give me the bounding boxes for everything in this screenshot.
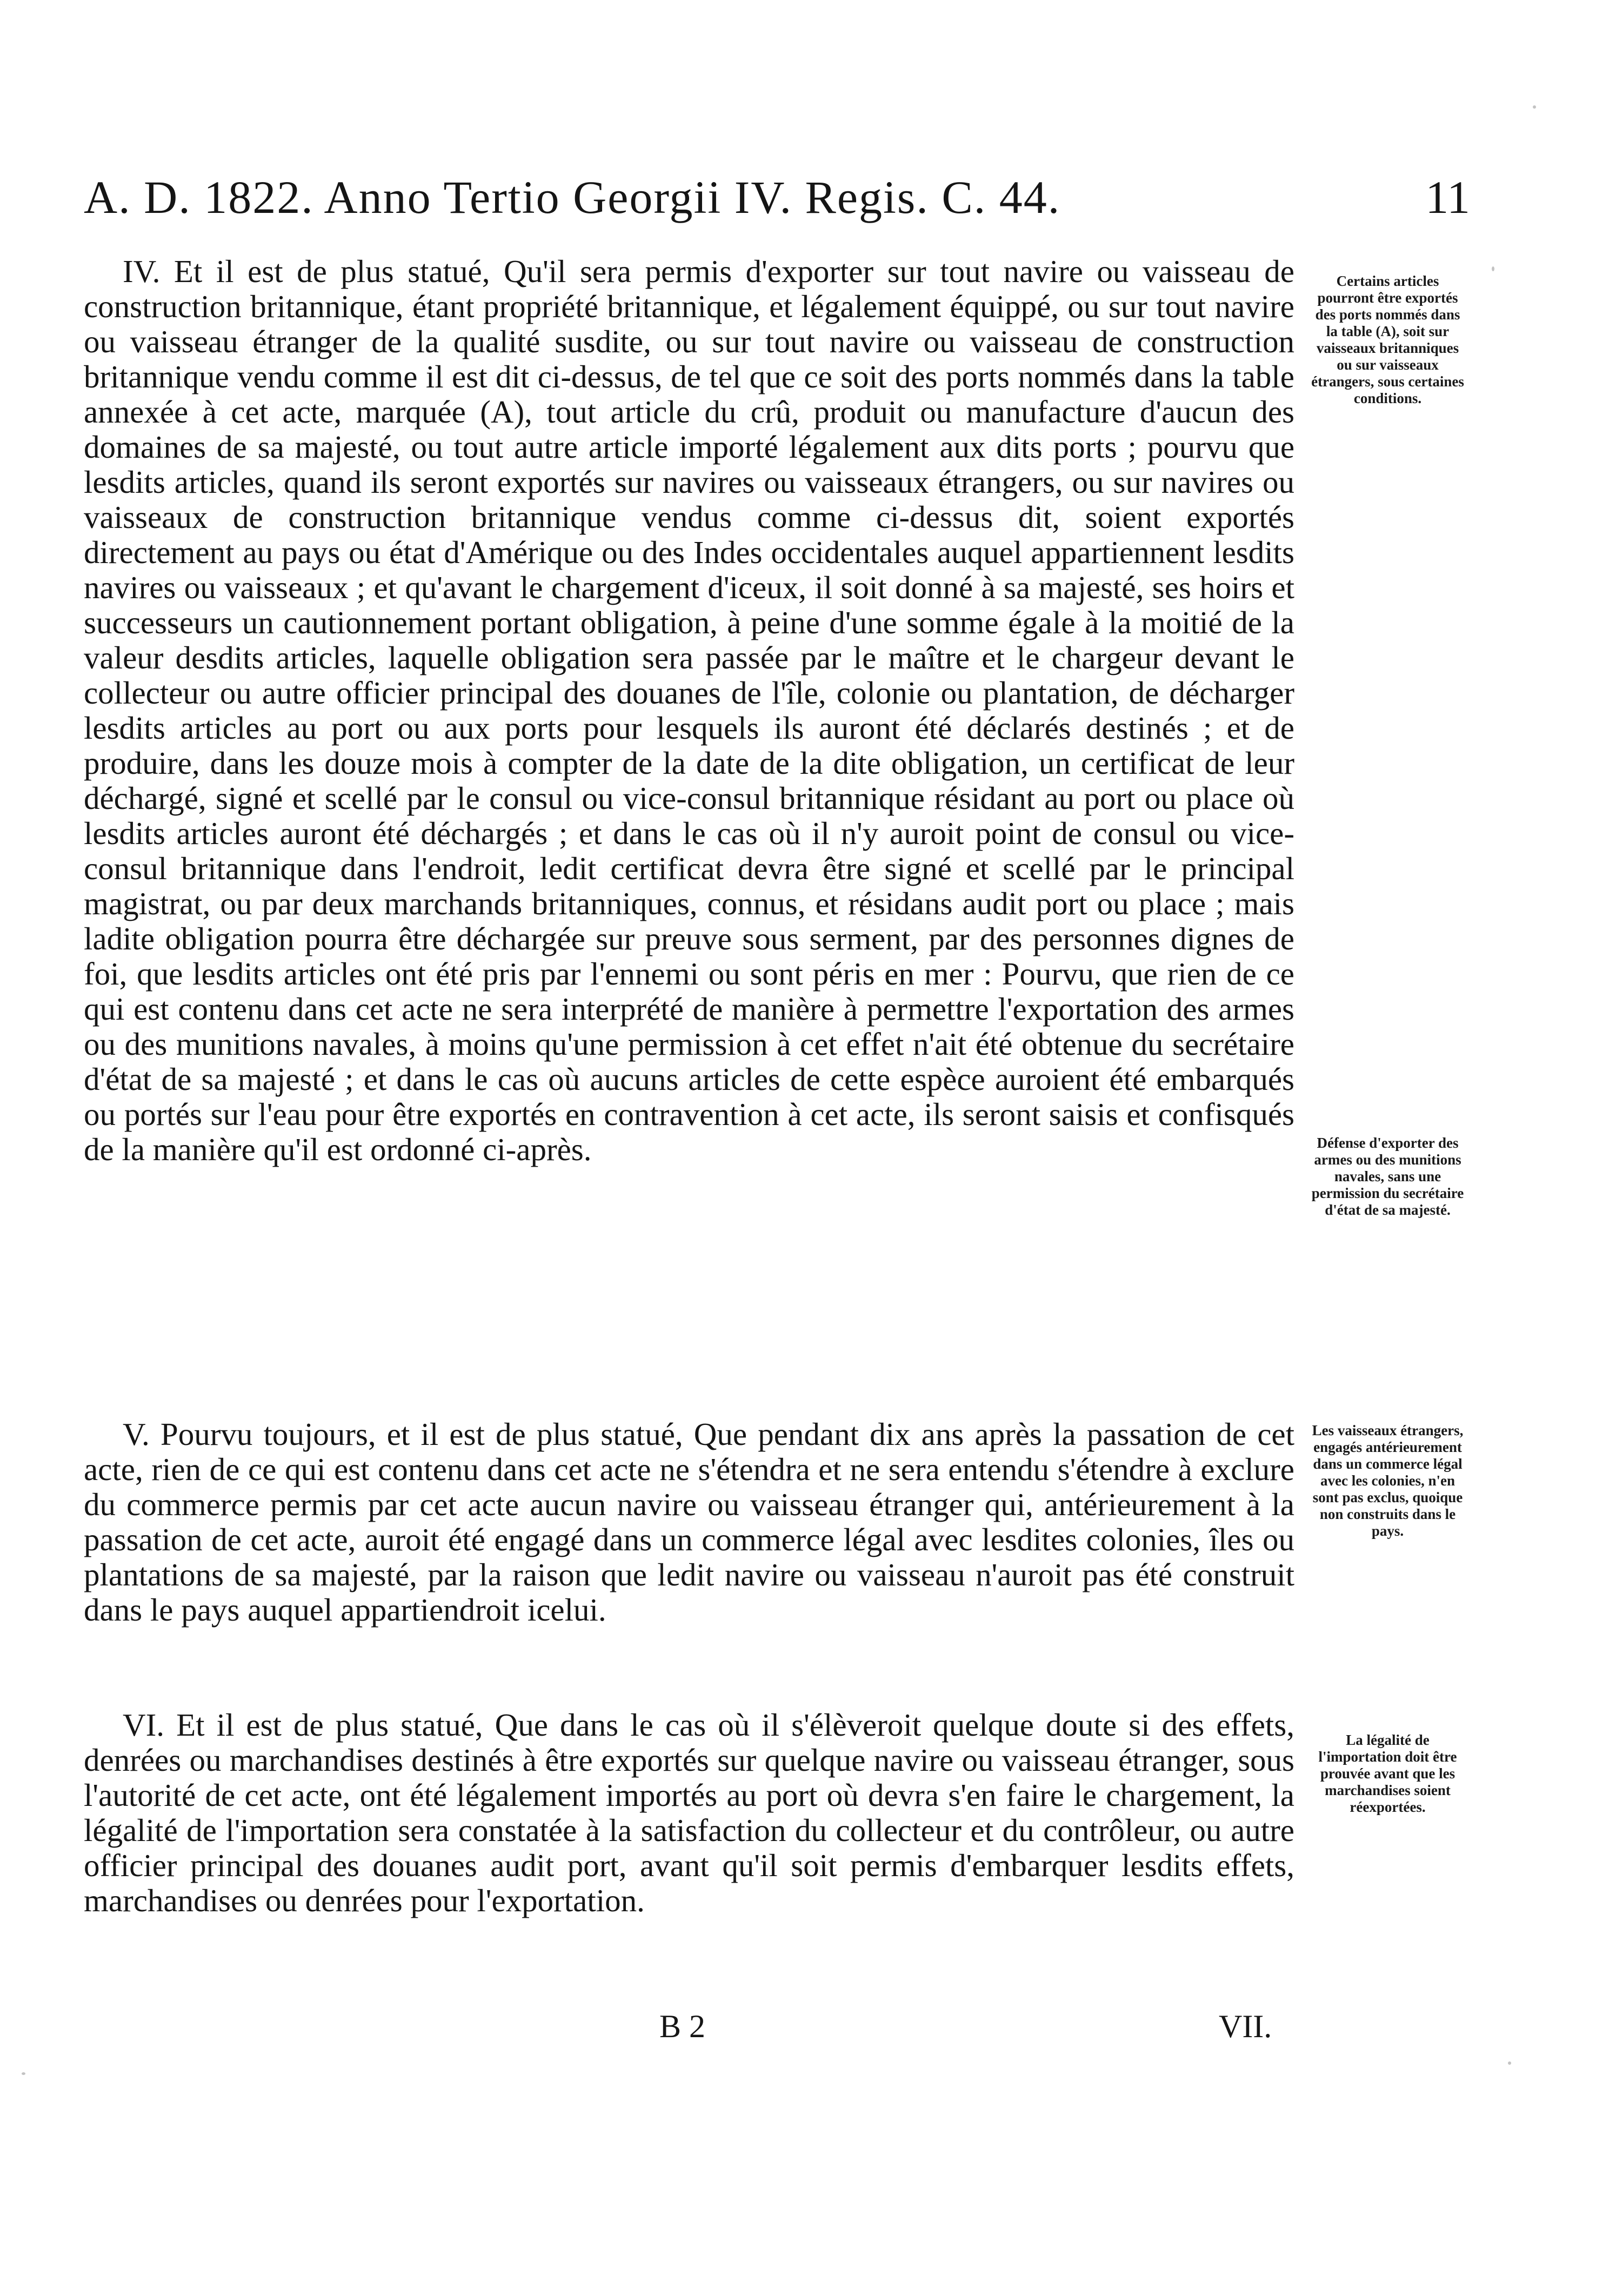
page-number: 11 [1425, 171, 1470, 223]
signature-mark: B 2 [659, 2009, 706, 2044]
section-vi-text: VI. Et il est de plus statué, Que dans le cas où il s'élèveroit quelque doute si des effets, denrées ou marchandises destinés à être exportés sur quelque navire ou vaisseau étranger, sous l'autorité de cet acte, ont été légalement importés au port où devra s'en faire le chargement, la légalité de l'importation sera constatée à la satisfaction du collecteur et du contrôleur, ou autre officier principal des douanes audit port, avant qu'il soit permis d'embarquer lesdits effets, marchandises ou denrées pour l'exportation. [84, 1707, 1294, 1918]
running-head [84, 168, 1470, 227]
section-iv-text: IV. Et il est de plus statué, Qu'il sera permis d'exporter sur tout navire ou vaisseau de construction britannique, étant propriété britannique, et légalement équippé, ou sur tout navire ou vaisseau étranger de la qualité susdite, ou sur tout navire ou vaisseau de construction britannique vendu comme il est dit ci-dessus, de tel que ce soit des ports nommés dans la table annexée à cet acte, marquée (A), tout article du crû, produit ou manufacture d'aucun des domaines de sa majesté, ou tout autre article importé légalement aux dits ports ; pourvu que lesdits articles, quand ils seront exportés sur navires ou vaisseaux étrangers, ou sur navires ou vaisseaux de construction britannique vendus comme ci-dessus dit, soient exportés directement au pays ou état d'Amérique ou des Indes occidentales auquel appartiennent lesdits navires ou vaisseaux ; et qu'avant le chargement d'iceux, il soit donné à sa majesté, ses hoirs et successeurs un cautionnement portant obligation, à peine d'une somme égale à la moitié de la valeur desdits articles, laquelle obligation sera passée par le maître et le chargeur devant le collecteur ou autre officier principal des douanes de l'île, colonie ou plantation, de décharger lesdits articles au port ou aux ports pour lesquels ils auront été déclarés destinés ; et de produire, dans les douze mois à compter de la date de la dite obligation, un certificat de leur déchargé, signé et scellé par le consul ou vice-consul britannique résidant au port ou place où lesdits articles auront été déchargés ; et dans le cas où il n'y auroit point de consul ou vice-consul britannique dans l'endroit, ledit certificat devra être signé et scellé par le principal magistrat, ou par deux marchands britanniques, connus, et résidans audit port ou place ; mais ladite obligation pourra être déchargée sur preuve sous serment, par des personnes dignes de foi, que lesdits articles ont été pris par l'ennemi ou sont péris en mer : Pourvu, que rien de ce qui est contenu dans cet acte ne sera interprété de manière à permettre l'exportation des armes ou des munitions navales, à moins qu'une permission à cet effet n'ait été obtenue du secrétaire d'état de sa majesté ; et dans le cas où aucuns articles de cette espèce auroient été embarqués ou portés sur l'eau pour être exportés en contravention à cet acte, ils seront saisis et confisqués de la manière qu'il est ordonné ci-après. [84, 253, 1294, 1167]
margin-note-exports-permitted: Certains articles pourront être exportés des ports nommés dans la table (A), soit sur vaisseaux britanniques ou sur vaisseaux étrangers, sous certaines conditions. [1311, 273, 1464, 406]
page-footer [0, 2002, 1609, 2051]
catchword: VII. [1219, 2009, 1272, 2044]
margin-note-legality-import: La légalité de l'importation doit être prouvée avant que les marchandises soient réexportées. [1318, 1732, 1457, 1815]
print-speck [22, 2072, 25, 2075]
section-iv [84, 254, 1294, 1167]
section-vi [84, 1708, 1294, 1918]
print-speck [1492, 266, 1494, 271]
running-head-title: A. D. 1822. Anno Tertio Georgii IV. Regis. C. 44. [84, 171, 1061, 223]
section-v [84, 1417, 1294, 1628]
print-speck [1533, 105, 1536, 109]
print-speck [1508, 2061, 1511, 2065]
margin-note-foreign-vessels: Les vaisseaux étrangers, engagés antérieurement dans un commerce légal avec les colonies, n'en sont pas exclus, quoique non construits dans le pays. [1312, 1422, 1464, 1539]
margin-note-arms-prohibited: Défense d'exporter des armes ou des munitions navales, sans une permission du secrétaire d'état de sa majesté. [1311, 1135, 1464, 1218]
section-v-text: V. Pourvu toujours, et il est de plus statué, Que pendant dix ans après la passation de cet acte, rien de ce qui est contenu dans cet acte ne s'étendra et ne sera entendu s'étendre à exclure du commerce permis par cet acte aucun navire ou vaisseau étranger qui, antérieurement à la passation de cet acte, auroit été engagé dans un commerce légal avec lesdites colonies, îles ou plantations de sa majesté, par la raison que ledit navire ou vaisseau n'auroit pas été construit dans le pays auquel appartiendroit icelui. [84, 1416, 1294, 1628]
